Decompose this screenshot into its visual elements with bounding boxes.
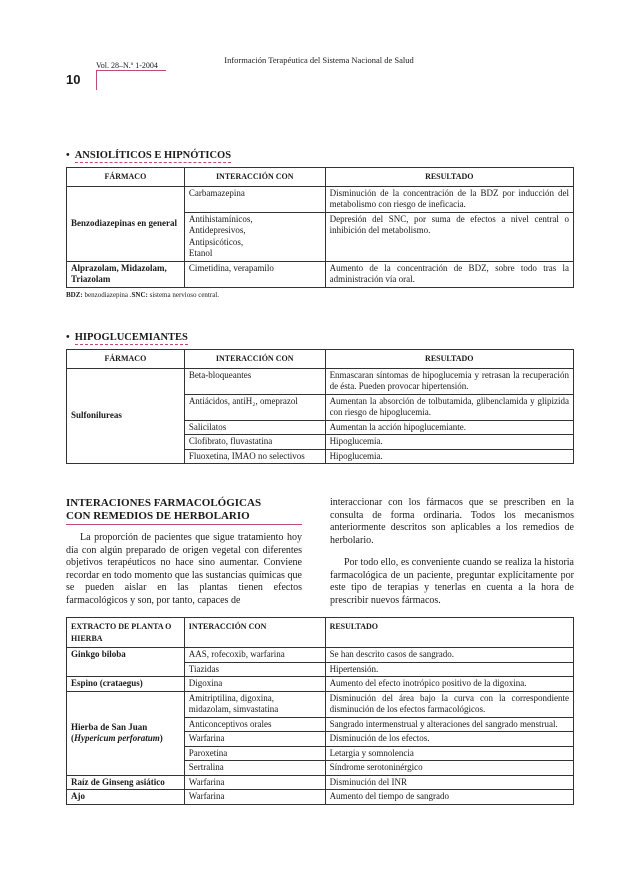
result-cell: Aumento del tiempo de sangrado [325,790,573,805]
table-header-row [67,350,574,369]
drug-cell: Sulfonilureas [67,368,185,464]
header-vertical-rule [96,70,97,90]
result-cell: Se han descrito casos de sangrado. [325,648,573,663]
result-cell: Disminución del área bajo la curva con la correspondiente disminución de los efectos farmacológicos. [325,691,573,717]
section-title-ansioliticos: • ANSIOLÍTICOS E HIPNÓTICOS [66,150,232,161]
interaction-cell: Salicilatos [184,420,325,435]
result-cell: Hipertensión. [325,662,573,677]
article-paragraph: interaccionar con los fármacos que se prescriben en la consulta de forma ordinaria. Todos los mecanismos anteriormente descritos son aplicables a los remedios de herbolario. [330,497,574,546]
interaction-cell: Clofibrato, fluvastatina [184,435,325,450]
interaction-cell: AAS, rofecoxib, warfarina [184,648,325,663]
bullet-icon: • [66,150,70,161]
note-text: benzodiazepina . [82,291,132,299]
interaction-line: Antipsicóticos, [188,236,244,247]
interaction-cell: Cimetidina, verapamilo [184,261,325,287]
plant-name: Hierba de San Juan [71,721,148,732]
interaction-cell: Paroxetina [184,746,325,761]
interaction-cell: Warfarina [184,790,325,805]
interaction-cell [184,691,325,717]
header-rule [96,70,166,71]
plant-latin-name: (Hypericum perforatum) [71,733,163,743]
article-title-line: CON REMEDIOS DE HERBOLARIO [66,510,250,522]
interaction-cell [184,212,325,261]
header-result: RESULTADO [325,618,573,648]
interaction-cell: Warfarina [184,775,325,790]
interaction-line: midazolam, simvastatina [188,704,279,714]
result-cell: Letargia y somnolencia [325,746,573,761]
table-herbal [66,617,574,805]
result-cell: Enmascaran síntomas de hipoglucemia y retrasan la recuperación de ésta. Pueden provocar hipertensión. [325,368,573,394]
note-text: sistema nervioso central. [147,291,220,299]
section-title-hipoglucemiantes: • HIPOGLUCEMIANTES [66,332,188,343]
interaction-line: Amitriptilina, digoxina, [188,692,275,703]
table-row [67,648,574,663]
interaction-cell: Digoxina [184,677,325,692]
article-paragraph: Por todo ello, es conveniente cuando se realiza la historia farmacológica de un paciente, preguntar explícitamente por este tipo de terapias y tenerlas en cuenta a la hora de prescribir nuevos fármacos. [330,557,574,606]
table-header-row [67,618,574,648]
result-cell: Hipoglucemia. [325,435,573,450]
header-drug: FÁRMACO [67,168,185,187]
interaction-cell: Fluoxetina, IMAO no selectivos [184,449,325,464]
note-abbr: BDZ: [66,291,83,299]
plant-cell: Ajo [67,790,185,805]
note-abbr: SNC: [131,291,148,299]
table-row [67,677,574,692]
result-cell: Sangrado intermenstrual y alteraciones del sangrado menstrual. [325,717,573,732]
table-row [67,368,574,394]
interaction-cell: Beta-bloqueantes [184,368,325,394]
plant-cell: Raíz de Ginseng asiático [67,775,185,790]
result-cell: Disminución de los efectos. [325,732,573,747]
drug-cell: Benzodiazepinas en general [67,186,185,261]
article-title-line: INTERACIONES FARMACOLÓGICAS [66,497,262,509]
header-interaction: INTERACCIÓN CON [184,618,325,648]
table-ansioliticos [66,167,574,288]
article-title [66,497,302,523]
header-drug: FÁRMACO [67,350,185,369]
result-cell: Aumentan la acción hipoglucemiante. [325,420,573,435]
result-cell: Disminución del INR [325,775,573,790]
header-interaction: INTERACCIÓN CON [184,168,325,187]
interaction-cell: Carbamazepina [184,186,325,212]
table-header-row [67,168,574,187]
plant-latin: Hypericum perforatum [74,733,160,743]
interaction-line: Antihistamínicos, [188,213,253,224]
abbreviation-note [66,291,219,299]
result-cell: Hipoglucemia. [325,449,573,464]
drug-cell: Alprazolam, Midazolam, Triazolam [67,261,185,287]
interaction-cell: Sertralina [184,761,325,776]
bullet-icon: • [66,332,70,343]
plant-cell: Espino (crataegus) [67,677,185,692]
result-cell: Aumento del efecto inotrópico positivo de la digoxina. [325,677,573,692]
interaction-cell: Tiazidas [184,662,325,677]
page-number: 10 [66,72,81,87]
interaction-cell: Antiácidos, antiH₂, omeprazol [184,394,325,420]
journal-title: Información Terapéutica del Sistema Nacional de Salud [224,55,414,65]
table-row [67,186,574,212]
table-row [67,790,574,805]
table-row [67,775,574,790]
result-cell: Síndrome serotoninérgico [325,761,573,776]
article-paragraph: La proporción de pacientes que sigue tratamiento hoy día con algún preparado de origen vegetal con diferentes objetivos terapéuticos no hace sino aumentar. Conviene recordar en todo momento que las sustancias químicas que se pueden aislar en las plantas tienen efectos farmacológicos y son, por tanto, capaces de [66,532,302,606]
result-cell: Aumentan la absorción de tolbutamida, glibenclamida y glipizida con riesgo de hipoglucemia. [325,394,573,420]
header-result: RESULTADO [325,350,573,369]
volume-label: Vol. 28–N.º 1-2004 [96,61,158,70]
interaction-line: Etanol [188,248,213,258]
table-row [67,691,574,717]
result-cell: Disminución de la concentración de la BDZ por inducción del metabolismo con riesgo de ineficacia. [325,186,573,212]
table-row [67,261,574,287]
table-hipoglucemiantes [66,349,574,464]
header-result: RESULTADO [325,168,573,187]
article-title-rule [66,524,302,525]
header-interaction: INTERACCIÓN CON [184,350,325,369]
interaction-cell: Warfarina [184,732,325,747]
interaction-cell: Anticonceptivos orales [184,717,325,732]
header-plant: EXTRACTO DE PLANTA O HIERBA [67,618,185,648]
result-cell: Aumento de la concentración de BDZ, sobre todo tras la administración vía oral. [325,261,573,287]
plant-cell: Ginkgo biloba [67,648,185,677]
result-cell: Depresión del SNC, por suma de efectos a nivel central o inhibición del metabolismo. [325,212,573,261]
interaction-line: Antidepresivos, [188,225,246,235]
plant-cell [67,691,185,775]
